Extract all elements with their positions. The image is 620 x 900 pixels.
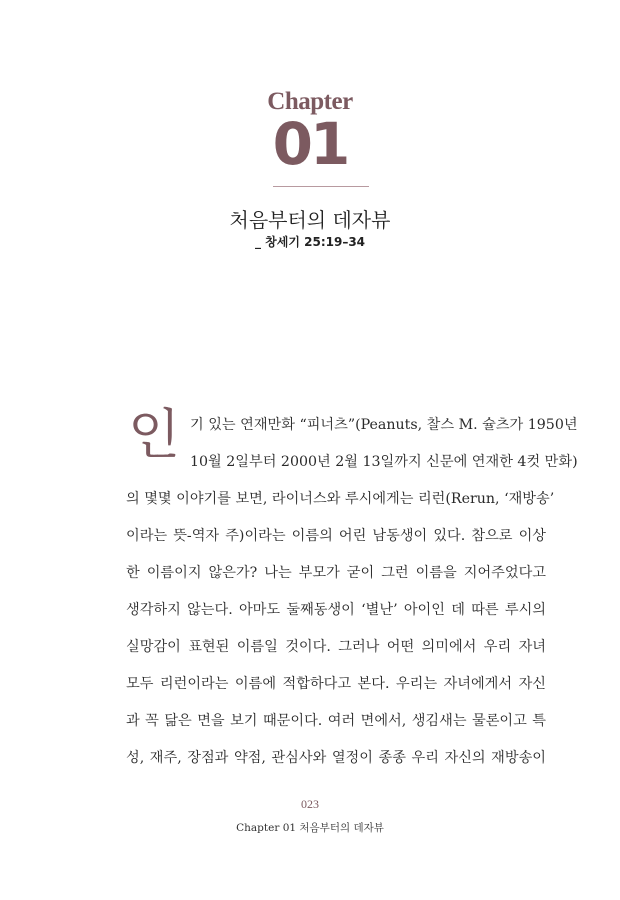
body-line: 이라는 뜻-역자 주)이라는 이름의 어린 남동생이 있다. 참으로 이상 [126, 528, 546, 544]
scripture-reference: _ 창세기 25:19–34 [254, 235, 366, 249]
body-line: 10월 2일부터 2000년 2월 13일까지 신문에 연재한 4컷 만화) [190, 454, 578, 470]
body-line: 의 몇몇 이야기를 보면, 라이너스와 루시에게는 리런(Rerun, ‘재방송’ [126, 491, 555, 507]
body-line: 실망감이 표현된 이름일 것이다. 그러나 어떤 의미에서 우리 자녀 [126, 639, 546, 655]
body-line: 한 이름이지 않은가? 나는 부모가 굳이 그런 이름을 지어주었다고 [126, 565, 546, 581]
body-line: 모두 리런이라는 이름에 적합하다고 본다. 우리는 자녀에게서 자신 [126, 676, 546, 692]
chapter-title: 처음부터의 데자뷰 [229, 208, 391, 232]
body-line: 성, 재주, 장점과 약점, 관심사와 열정이 종종 우리 자신의 재방송이 [126, 750, 546, 766]
page-number: 023 [301, 797, 319, 811]
chapter-label: Chapter [267, 88, 353, 115]
body-line: 과 꼭 닮은 면을 보기 때문이다. 여러 면에서, 생김새는 물론이고 특 [126, 713, 546, 729]
title-divider [273, 186, 369, 187]
chapter-number: 01 [272, 110, 348, 178]
body-line: 생각하지 않는다. 아마도 둘째동생이 ‘별난’ 아이인 데 따른 루시의 [126, 602, 546, 618]
drop-cap: 인 [128, 403, 181, 466]
body-line: 기 있는 연재만화 “피너츠”(Peanuts, 찰스 M. 슐츠가 1950년 [190, 417, 578, 433]
running-head: Chapter 01 처음부터의 데자뷰 [236, 822, 384, 834]
